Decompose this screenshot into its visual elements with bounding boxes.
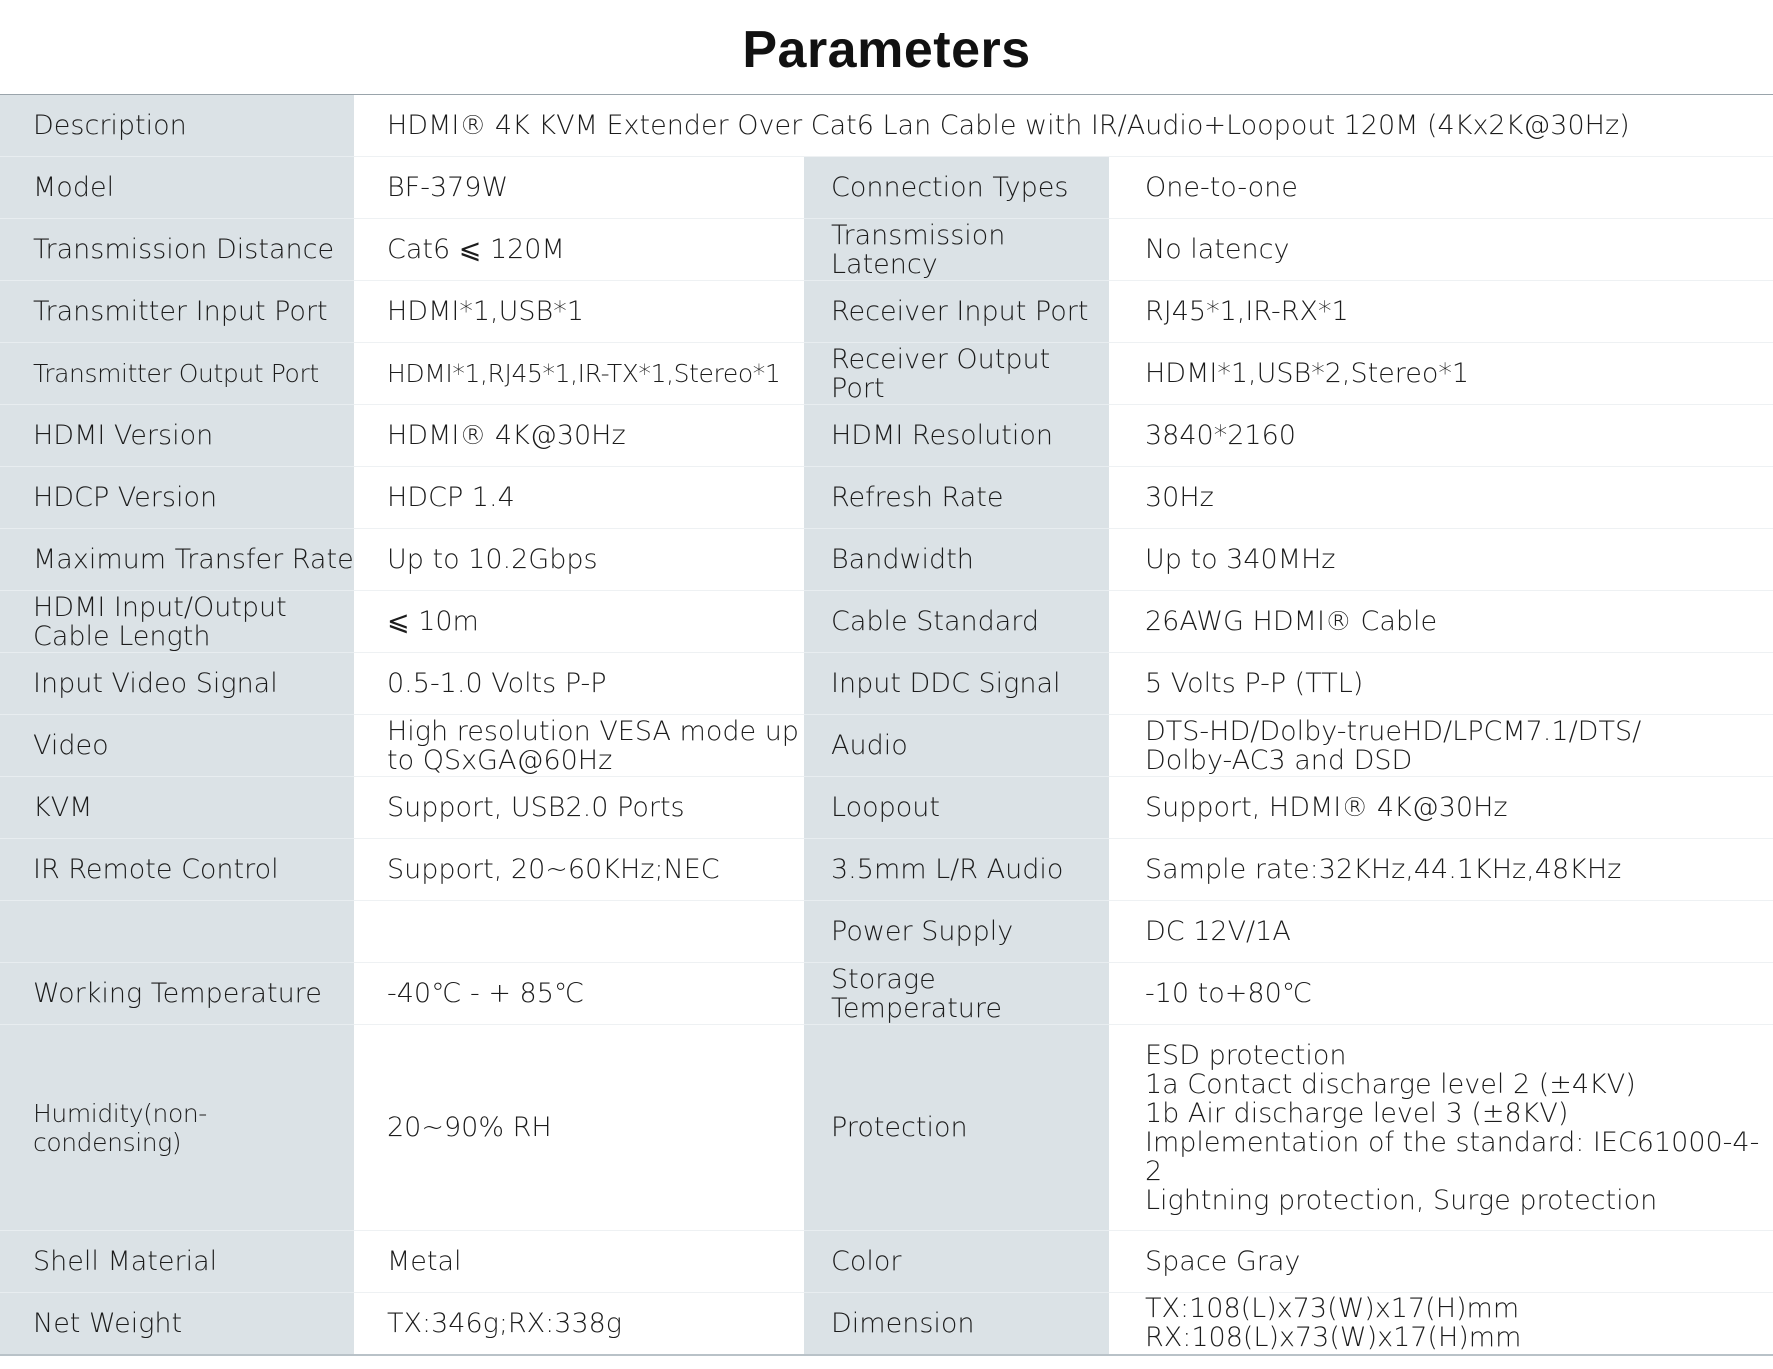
table-row	[0, 405, 1773, 467]
param-label: HDMI Input/Output Cable Length	[0, 591, 354, 653]
param-label: IR Remote Control	[0, 839, 354, 901]
param-label: Dimension	[804, 1293, 1109, 1355]
table-row	[0, 95, 1773, 157]
param-value: Sample rate:32KHz,44.1KHz,48KHz	[1109, 839, 1773, 901]
table-row	[0, 1231, 1773, 1293]
table-row	[0, 157, 1773, 219]
param-label: Protection	[804, 1025, 1109, 1231]
param-label: Net Weight	[0, 1293, 354, 1355]
param-value: DC 12V/1A	[1109, 901, 1773, 963]
param-value: -40℃ - + 85℃	[354, 963, 804, 1025]
param-value: Up to 10.2Gbps	[354, 529, 804, 591]
param-value: 26AWG HDMI® Cable	[1109, 591, 1773, 653]
param-value: DTS-HD/Dolby-trueHD/LPCM7.1/DTS/ Dolby-AC3 and DSD	[1109, 715, 1773, 777]
param-value: 3840*2160	[1109, 405, 1773, 467]
param-value: Up to 340MHz	[1109, 529, 1773, 591]
table-row	[0, 715, 1773, 777]
table-row	[0, 777, 1773, 839]
param-label: Transmission Latency	[804, 219, 1109, 281]
param-value: One-to-one	[1109, 157, 1773, 219]
param-value: TX:108(L)x73(W)x17(H)mm RX:108(L)x73(W)x17(H)mm	[1109, 1293, 1773, 1355]
table-row	[0, 529, 1773, 591]
param-label: Power Supply	[804, 901, 1109, 963]
param-label: Color	[804, 1231, 1109, 1293]
param-label: 3.5mm L/R Audio	[804, 839, 1109, 901]
param-value: Space Gray	[1109, 1231, 1773, 1293]
param-label: Loopout	[804, 777, 1109, 839]
param-label: KVM	[0, 777, 354, 839]
table-row	[0, 343, 1773, 405]
table-row	[0, 839, 1773, 901]
param-value: HDMI*1,USB*1	[354, 281, 804, 343]
param-label: Receiver Output Port	[804, 343, 1109, 405]
param-label: Cable Standard	[804, 591, 1109, 653]
param-value: Metal	[354, 1231, 804, 1293]
param-value: HDMI*1,RJ45*1,IR-TX*1,Stereo*1	[354, 343, 804, 405]
param-label: Input Video Signal	[0, 653, 354, 715]
param-value: RJ45*1,IR-RX*1	[1109, 281, 1773, 343]
param-label	[0, 901, 354, 963]
param-value: 5 Volts P-P (TTL)	[1109, 653, 1773, 715]
param-value: No latency	[1109, 219, 1773, 281]
parameters-table	[0, 94, 1773, 1356]
param-label: HDMI Resolution	[804, 405, 1109, 467]
param-label: Audio	[804, 715, 1109, 777]
table-row	[0, 591, 1773, 653]
param-label: Transmission Distance	[0, 219, 354, 281]
param-label: Working Temperature	[0, 963, 354, 1025]
param-value: High resolution VESA mode up to QSxGA@60Hz	[354, 715, 804, 777]
param-value: HDMI*1,USB*2,Stereo*1	[1109, 343, 1773, 405]
param-label: Maximum Transfer Rate	[0, 529, 354, 591]
table-row	[0, 963, 1773, 1025]
param-value: BF-379W	[354, 157, 804, 219]
table-row	[0, 281, 1773, 343]
param-value: Support, 20~60KHz;NEC	[354, 839, 804, 901]
param-label: Bandwidth	[804, 529, 1109, 591]
param-label: Transmitter Output Port	[0, 343, 354, 405]
description-value: HDMI® 4K KVM Extender Over Cat6 Lan Cable with IR/Audio+Loopout 120M (4Kx2K@30Hz)	[354, 95, 1773, 157]
description-label: Description	[0, 95, 354, 157]
param-label: Refresh Rate	[804, 467, 1109, 529]
param-label: Storage Temperature	[804, 963, 1109, 1025]
param-label: HDCP Version	[0, 467, 354, 529]
param-value: ESD protection 1a Contact discharge level 2 (±4KV) 1b Air discharge level 3 (±8KV) Implementation of the standard: IEC61000-4-2 Lightning protection, Surge protection	[1109, 1025, 1773, 1231]
table-row	[0, 1293, 1773, 1355]
param-value: TX:346g;RX:338g	[354, 1293, 804, 1355]
table-row	[0, 219, 1773, 281]
param-value: 0.5-1.0 Volts P-P	[354, 653, 804, 715]
param-value: Support, HDMI® 4K@30Hz	[1109, 777, 1773, 839]
param-label: Connection Types	[804, 157, 1109, 219]
param-value: HDCP 1.4	[354, 467, 804, 529]
table-row	[0, 653, 1773, 715]
param-value: -10 to+80℃	[1109, 963, 1773, 1025]
param-label: HDMI Version	[0, 405, 354, 467]
table-row	[0, 901, 1773, 963]
table-row	[0, 1025, 1773, 1231]
param-value: 20~90% RH	[354, 1025, 804, 1231]
param-value: Support, USB2.0 Ports	[354, 777, 804, 839]
param-value: 30Hz	[1109, 467, 1773, 529]
page-title: Parameters	[742, 21, 1031, 79]
param-label: Transmitter Input Port	[0, 281, 354, 343]
param-value	[354, 901, 804, 963]
param-label: Input DDC Signal	[804, 653, 1109, 715]
param-value: Cat6 ⩽ 120M	[354, 219, 804, 281]
param-label: Receiver Input Port	[804, 281, 1109, 343]
param-label: Video	[0, 715, 354, 777]
param-value: HDMI® 4K@30Hz	[354, 405, 804, 467]
param-label: Shell Material	[0, 1231, 354, 1293]
param-label: Model	[0, 157, 354, 219]
table-row	[0, 467, 1773, 529]
param-label: Humidity(non-condensing)	[0, 1025, 354, 1231]
param-value: ⩽ 10m	[354, 591, 804, 653]
